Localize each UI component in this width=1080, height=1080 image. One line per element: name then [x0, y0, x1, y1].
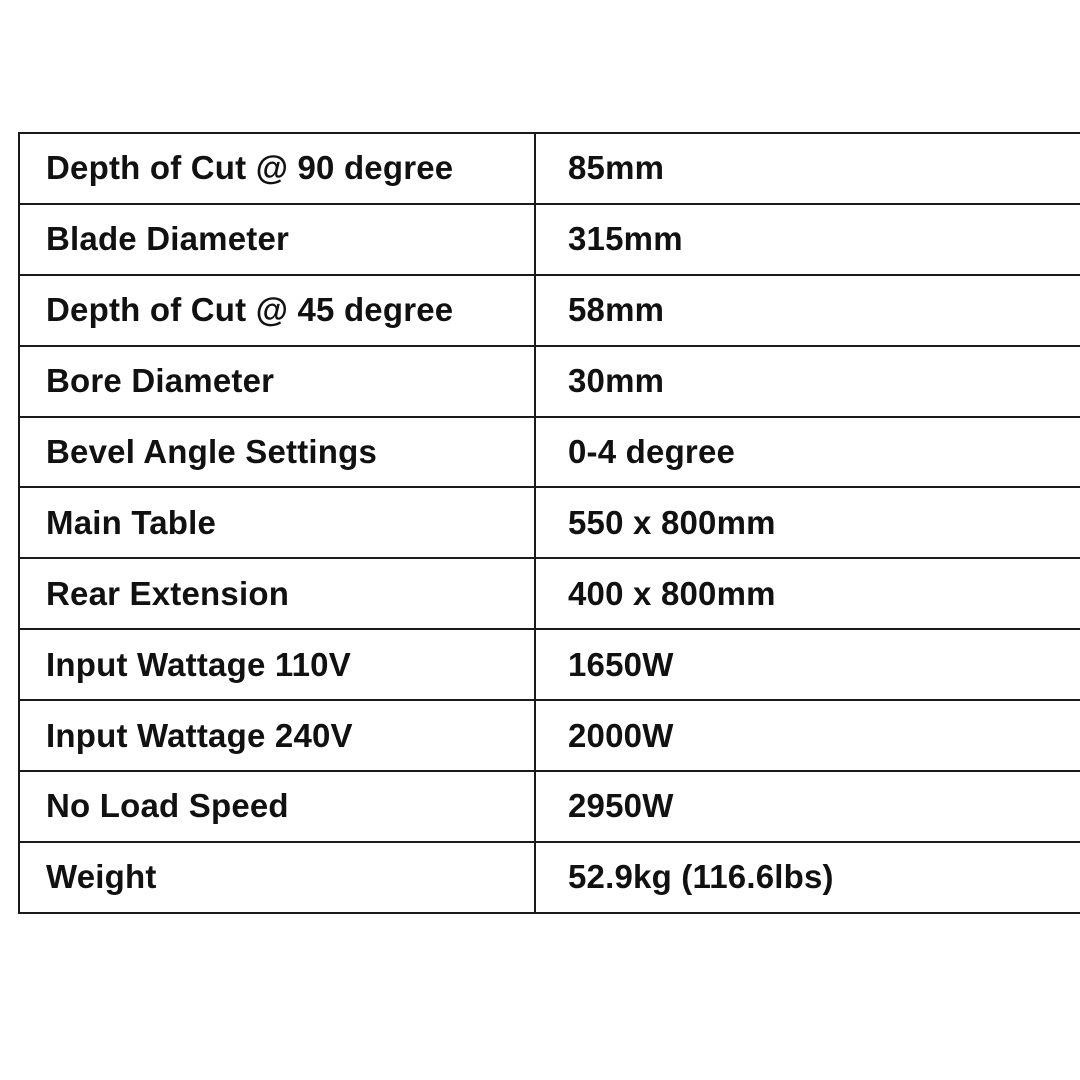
table-row [19, 558, 1080, 629]
spec-label: Blade Diameter [19, 204, 535, 275]
table-row [19, 487, 1080, 558]
table-row [19, 629, 1080, 700]
spec-label: Rear Extension [19, 558, 535, 629]
spec-label: Depth of Cut @ 45 degree [19, 275, 535, 346]
spec-label: Input Wattage 240V [19, 700, 535, 771]
table-row [19, 346, 1080, 417]
spec-value: 315mm [535, 204, 1080, 275]
spec-value: 58mm [535, 275, 1080, 346]
spec-value: 400 x 800mm [535, 558, 1080, 629]
spec-label: Bevel Angle Settings [19, 417, 535, 488]
table-row [19, 771, 1080, 842]
table-row [19, 700, 1080, 771]
spec-value: 85mm [535, 133, 1080, 204]
table-row [19, 275, 1080, 346]
spec-label: No Load Speed [19, 771, 535, 842]
spec-value: 52.9kg (116.6lbs) [535, 842, 1080, 913]
table-row [19, 842, 1080, 913]
spec-label: Bore Diameter [19, 346, 535, 417]
spec-value: 2000W [535, 700, 1080, 771]
spec-label: Weight [19, 842, 535, 913]
spec-value: 550 x 800mm [535, 487, 1080, 558]
spec-value: 0-4 degree [535, 417, 1080, 488]
table-row [19, 204, 1080, 275]
table-row [19, 133, 1080, 204]
spec-value: 30mm [535, 346, 1080, 417]
spec-table-body [19, 133, 1080, 913]
spec-value: 1650W [535, 629, 1080, 700]
spec-value: 2950W [535, 771, 1080, 842]
table-row [19, 417, 1080, 488]
spec-label: Main Table [19, 487, 535, 558]
spec-table [18, 132, 1080, 914]
spec-label: Depth of Cut @ 90 degree [19, 133, 535, 204]
spec-label: Input Wattage 110V [19, 629, 535, 700]
